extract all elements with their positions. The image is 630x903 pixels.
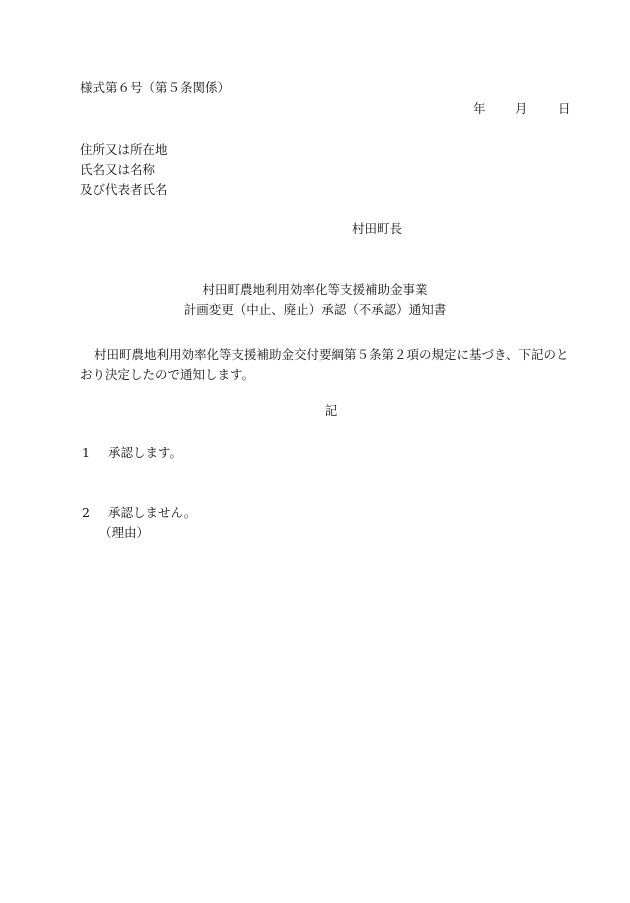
item-number: 2 (82, 505, 90, 520)
recipient-name-label: 氏名又は名称 (80, 162, 156, 177)
date-month-label: 月 (515, 101, 528, 116)
document-title-line1: 村田町農地利用効率化等支援補助金事業 (202, 282, 428, 297)
item-text: 承認しません。 (108, 505, 197, 520)
item-number: 1 (82, 445, 90, 460)
item-text: 承認します。 (108, 445, 183, 460)
ki-heading: 記 (324, 403, 338, 418)
reason-label: （理由） (99, 525, 150, 540)
form-number: 様式第６号（第５条関係） (80, 80, 231, 95)
date-year-label: 年 (473, 101, 486, 116)
list-item (82, 507, 196, 520)
date-day-label: 日 (558, 101, 571, 116)
recipient-address-label: 住所又は所在地 (80, 142, 168, 157)
document-title-line2: 計画変更（中止、廃止）承認（不承認）通知書 (183, 302, 447, 317)
recipient-representative-label: 及び代表者氏名 (80, 182, 168, 197)
body-paragraph (80, 345, 580, 385)
list-item (82, 447, 182, 460)
sender-name: 村田町長 (352, 221, 403, 236)
body-text: 村田町農地利用効率化等支援補助金交付要綱第５条第２項の規定に基づき、下記のとおり決定したので通知します。 (80, 347, 569, 382)
